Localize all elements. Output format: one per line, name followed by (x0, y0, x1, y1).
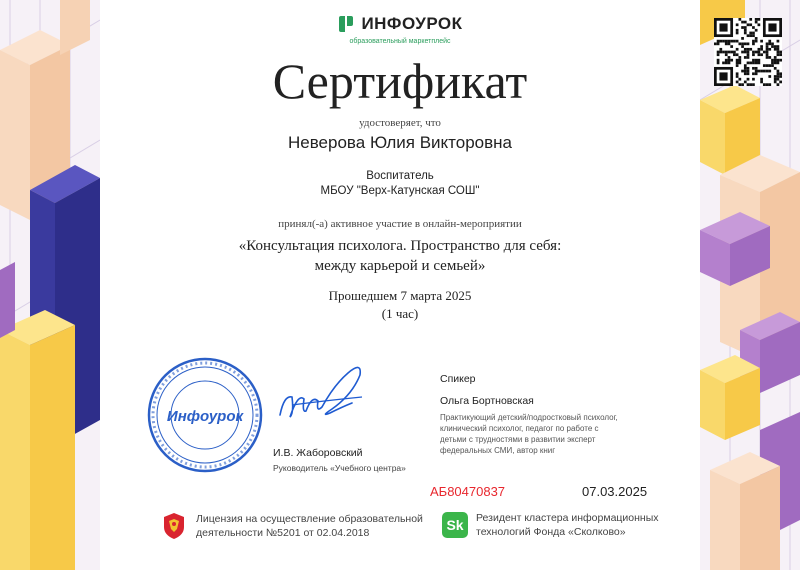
event-title-line1: «Консультация психолога. Пространство для себя: (238, 238, 562, 254)
director-signature (272, 355, 382, 440)
brand-logo (0, 14, 800, 45)
skolkovo-line2: технологий Фонда «Сколково» (476, 526, 626, 538)
speaker-description: Практикующий детский/подростковый психолог, клинический психолог, педагог по работе с детьми с трудностями в развитии эксперт федеральных СМИ, автор книг (440, 413, 618, 455)
skolkovo-line1: Резидент кластера информационных (476, 512, 659, 524)
director-role: Руководитель «Учебного центра» (273, 463, 406, 473)
certificate-title: Сертификат (272, 53, 528, 109)
license-line1: Лицензия на осуществление образовательной (196, 513, 423, 525)
event-title (100, 236, 700, 276)
license-info (160, 511, 423, 541)
recipient-name: Неверова Юлия Викторовна (287, 133, 512, 152)
certifies-text: удостоверяет, что (359, 117, 441, 129)
coat-of-arms-icon (160, 511, 188, 541)
issue-date: 07.03.2025 (582, 484, 648, 499)
director-name: И.В. Жаборовский (273, 447, 363, 459)
decorative-blocks-left (0, 0, 100, 570)
stamp-text: Инфоурок (166, 408, 244, 425)
registration-number: АБ80470837 (430, 484, 506, 499)
brand-subtitle: образовательный маркетплейс (349, 38, 451, 45)
official-stamp (145, 355, 265, 480)
event-date: Прошедшем 7 марта 2025 (328, 288, 472, 303)
brand-name: ИНФОУРОК (361, 14, 463, 33)
skolkovo-logo-icon: Sk (442, 512, 468, 538)
event-duration: (1 час) (381, 306, 419, 321)
participation-text: принял(-а) активное участие в онлайн-мероприятии (278, 218, 522, 230)
recipient-organization: МБОУ "Верх-Катунская СОШ" (320, 185, 480, 197)
speaker-label: Спикер (440, 373, 476, 385)
skolkovo-info (442, 511, 659, 539)
event-title-line2: между карьерой и семьей» (314, 258, 486, 274)
qr-code (714, 18, 782, 86)
license-line2: деятельности №5201 от 02.04.2018 (196, 527, 370, 539)
recipient-position: Воспитатель (366, 170, 434, 182)
speaker-name: Ольга Бортновская (440, 395, 534, 407)
leaf-logo-icon (337, 14, 355, 34)
